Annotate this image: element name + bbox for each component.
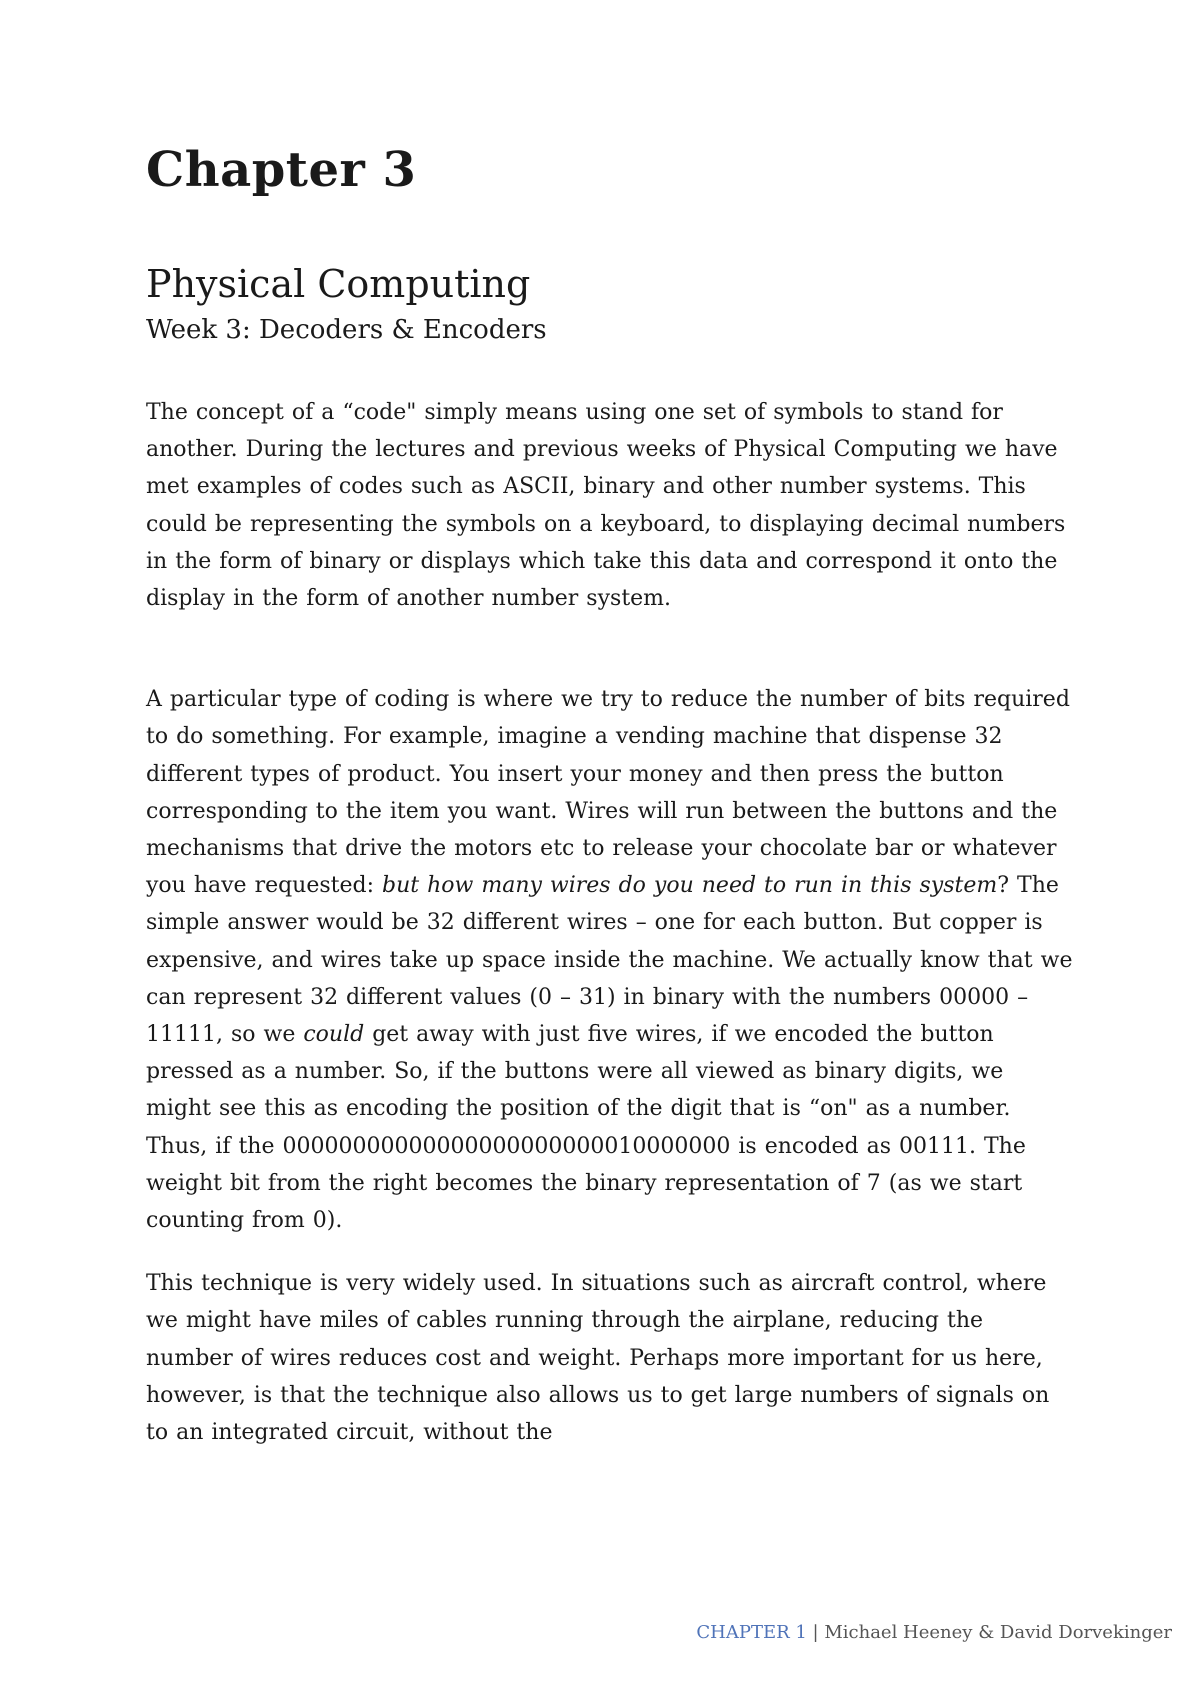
emphasis-text: but how many wires do you need to run in this system [382,873,998,899]
paragraph-vending-machine [146,681,1076,1239]
section-title: Physical Computing [146,262,531,306]
paragraph-text: A particular type of coding is where we try to reduce the number of bits required to do something. For example, imagine a vending machine that dispense 32 different types of product. You insert your money and then press the button corresponding to the item you want. Wires will run between the buttons and the mechanisms that drive the motors etc to release your chocolate bar or whatever you have requested: [146,687,1070,899]
section-subtitle: Week 3: Decoders & Encoders [146,315,547,345]
footer-authors: Michael Heeney & David Dorvekinger [824,1622,1172,1643]
footer-chapter-label: CHAPTER 1 [696,1622,807,1643]
paragraph-text: ? The simple answer would be 32 different wires – one for each button. But copper is expensive, and wires take up space inside the machine. We actually know that we can represent 32 different values (0 – 31) in binary with the numbers 00000 – 11111, so we [146,873,1073,1048]
chapter-title: Chapter 3 [146,142,417,198]
paragraph-text: get away with just five wires, if we encoded the button pressed as a number. So, if the buttons were all viewed as binary digits, we might see this as encoding the position of the digit that is “on" as a number. Thus, if the 00000000000000000000000010000000 is encoded as 00111. The weight bit from the right becomes the binary representation of 7 (as we start counting from 0). [146,1022,1026,1234]
paragraph-technique-usage: This technique is very widely used. In situations such as aircraft control, where we might have miles of cables running through the airplane, reducing the number of wires reduces cost and weight. Perhaps more important for us here, however, is that the technique also allows us to get large numbers of signals on to an integrated circuit, without the [146,1271,1050,1446]
footer-separator: | [806,1622,825,1643]
page-content [146,140,1076,1451]
paragraph-code-concept: The concept of a “code" simply means using one set of symbols to stand for another. During the lectures and previous weeks of Physical Computing we have met examples of codes such as ASCII, binary and other number systems. This could be representing the symbols on a keyboard, to displaying decimal numbers in the form of binary or displays which take this data and correspond it onto the display in the form of another number system. [146,400,1066,612]
page-footer [696,1622,1172,1643]
emphasis-text: could [303,1022,365,1048]
